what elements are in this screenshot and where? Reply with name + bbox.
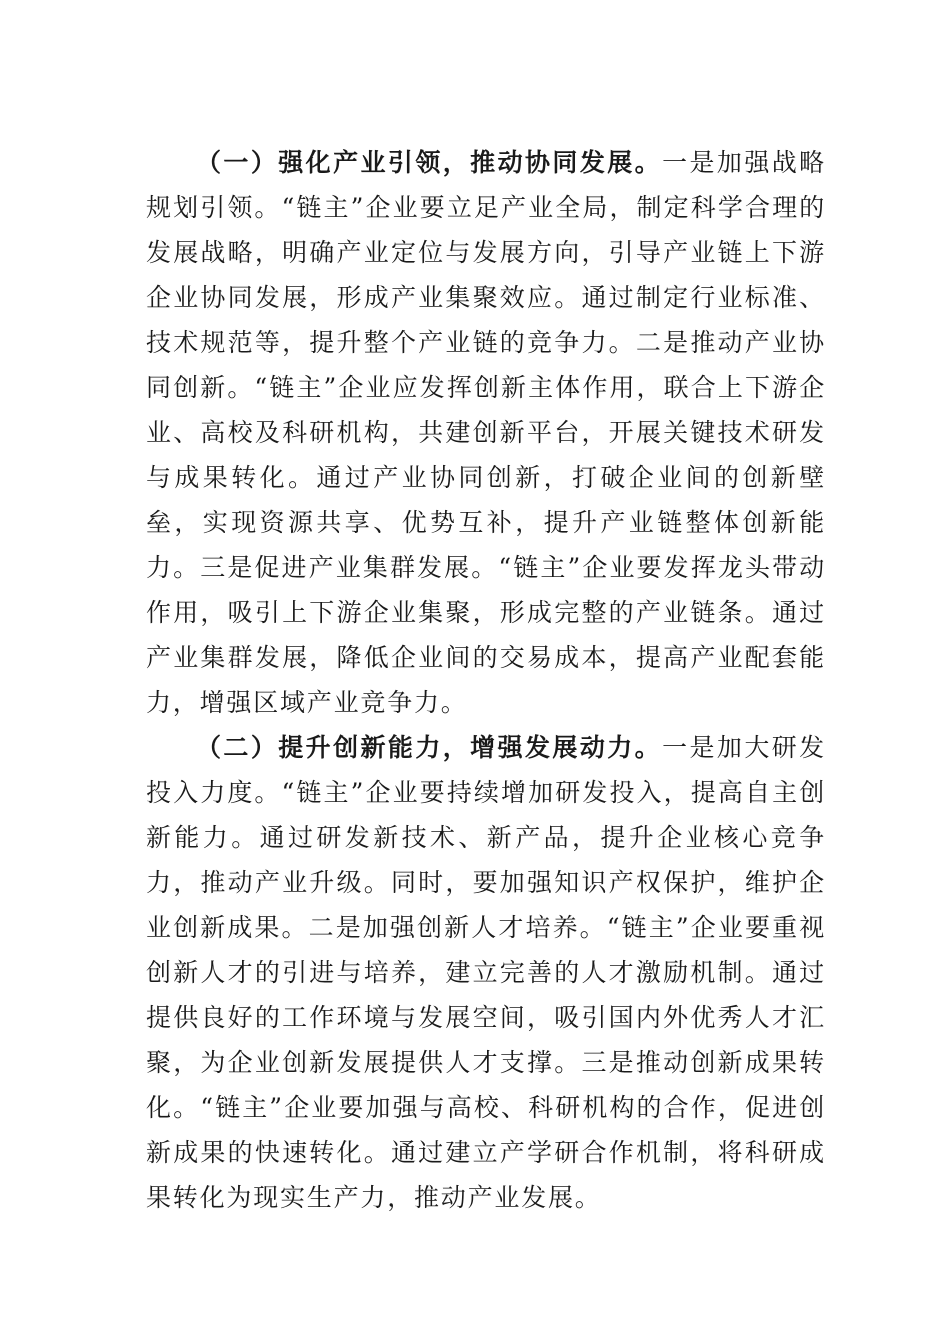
section-body-1: 一是加强战略规划引领。“链主”企业要立足产业全局，制定科学合理的发展战略，明确产业定位与发展方向，引导产业链上下游企业协同发展，形成产业集聚效应。通过制定行业标准、技术规范等，提升整个产业链的竞争力。二是推动产业协同创新。“链主”企业应发挥创新主体作用，联合上下游企业、高校及科研机构，共建创新平台，开展关键技术研发与成果转化。通过产业协同创新，打破企业间的创新壁垒，实现资源共享、优势互补，提升产业链整体创新能力。三是促进产业集群发展。“链主”企业要发挥龙头带动作用，吸引上下游企业集聚，形成完整的产业链条。通过产业集群发展，降低企业间的交易成本，提高产业配套能力，增强区域产业竞争力。 bbox=[146, 148, 826, 717]
section-heading-2: （二）提升创新能力，增强发展动力。 bbox=[196, 733, 663, 762]
section-body-2: 一是加大研发投入力度。“链主”企业要持续增加研发投入，提高自主创新能力。通过研发新技术、新产品，提升企业核心竞争力，推动产业升级。同时，要加强知识产权保护，维护企业创新成果。二是加强创新人才培养。“链主”企业要重视创新人才的引进与培养，建立完善的人才激励机制。通过提供良好的工作环境与发展空间，吸引国内外优秀人才汇聚，为企业创新发展提供人才支撑。三是推动创新成果转化。“链主”企业要加强与高校、科研机构的合作，促进创新成果的快速转化。通过建立产学研合作机制，将科研成果转化为现实生产力，推动产业发展。 bbox=[146, 733, 826, 1212]
section-heading-1: （一）强化产业引领，推动协同发展。 bbox=[196, 148, 663, 177]
document-page bbox=[146, 140, 826, 1220]
paragraph-section-2 bbox=[146, 725, 826, 1220]
paragraph-section-1 bbox=[146, 140, 826, 725]
